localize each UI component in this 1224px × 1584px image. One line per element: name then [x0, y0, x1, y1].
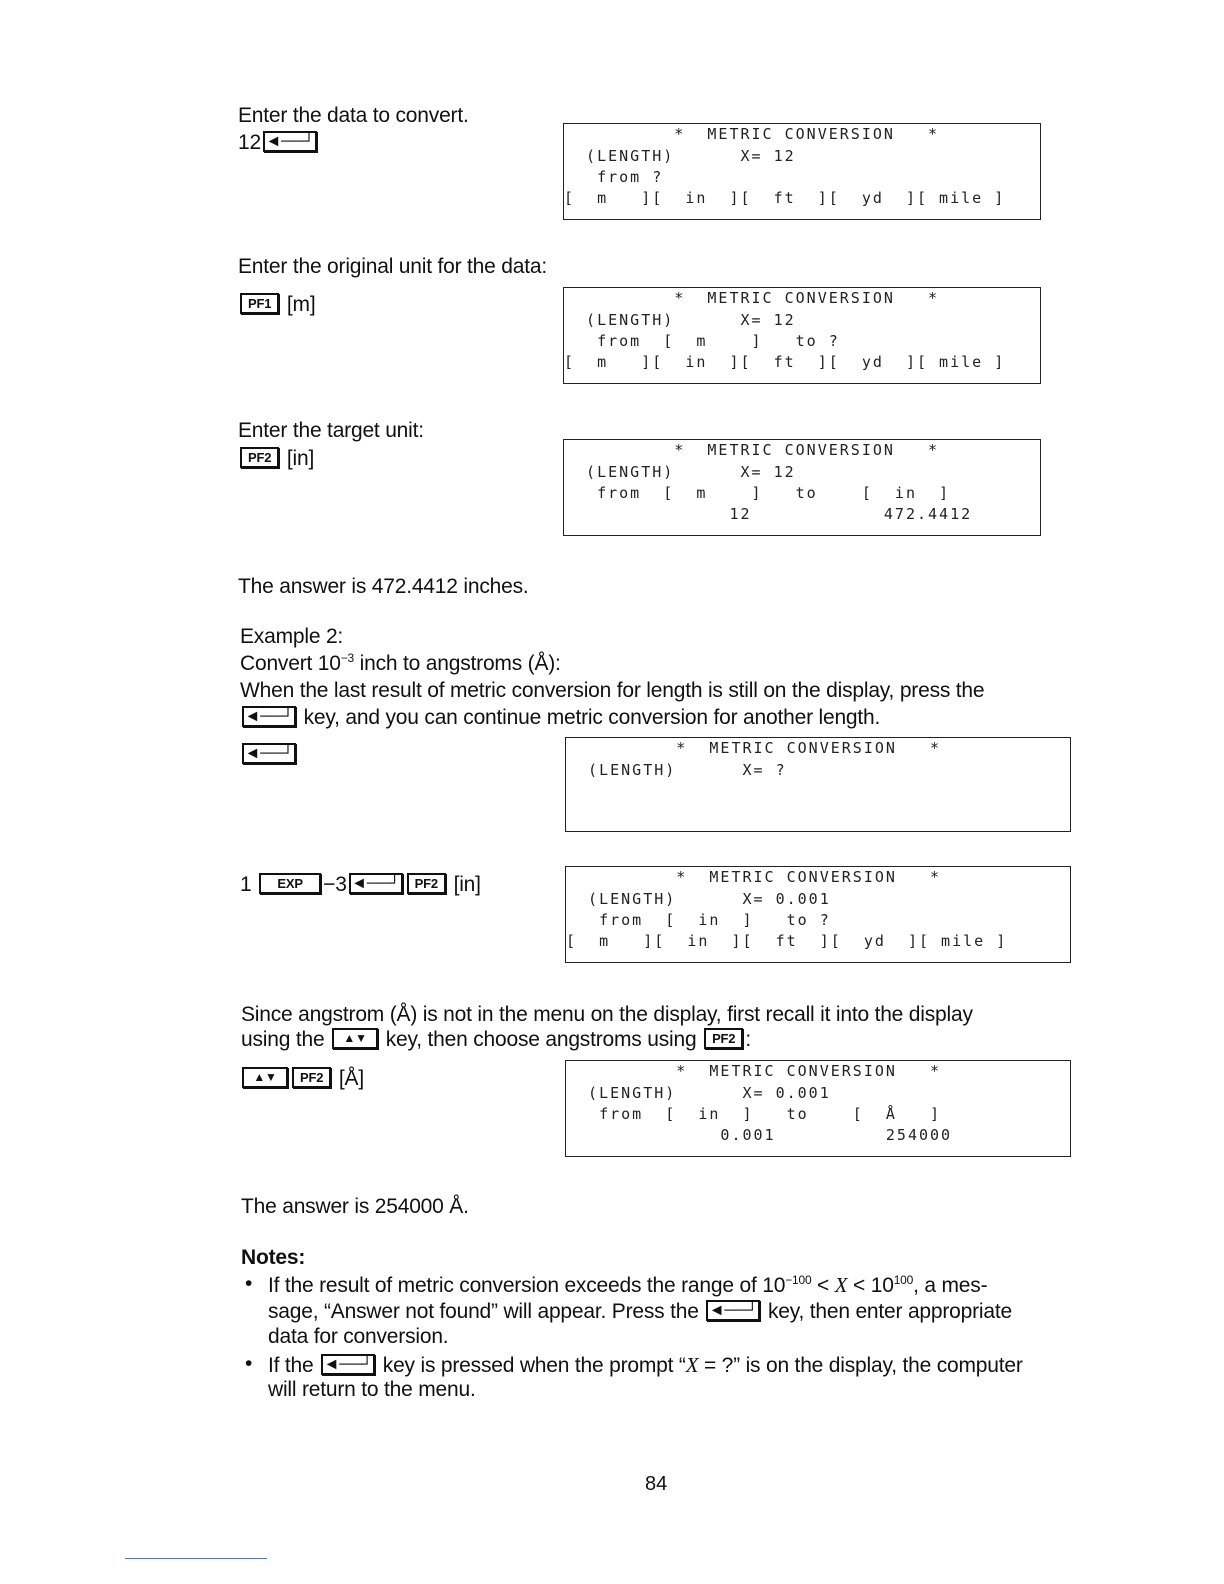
note1-line3: data for conversion. [268, 1325, 449, 1348]
step4-keys [240, 742, 298, 768]
enter-key[interactable]: ◄──┘ [242, 706, 296, 727]
example2-when-line1: When the last result of metric conversion for length is still on the display, press the [240, 679, 985, 702]
pf1-key[interactable]: PF1 [240, 293, 279, 314]
answer-2: The answer is 254000 Å. [241, 1195, 469, 1218]
lcd-line: 12 472.4412 [564, 505, 973, 523]
note2-line2: will return to the menu. [268, 1378, 476, 1401]
lcd-line: * METRIC CONVERSION * [564, 441, 940, 459]
lcd-line: (LENGTH) X= 12 [564, 311, 796, 329]
lcd-line: (LENGTH) X= 0.001 [566, 890, 831, 908]
lcd-line: 0.001 254000 [566, 1126, 953, 1144]
note-text: : [745, 1028, 751, 1051]
enter-key[interactable]: ◄──┘ [706, 1300, 760, 1321]
lcd-line: * METRIC CONVERSION * [564, 289, 940, 307]
enter-key[interactable]: ◄──┘ [349, 873, 403, 894]
angstrom-note-line2 [241, 1027, 751, 1053]
lcd-line: (LENGTH) X= 12 [564, 463, 796, 481]
lcd-screen-6 [565, 1060, 1071, 1157]
step3-keys [238, 446, 314, 472]
note1-line2 [268, 1299, 1012, 1325]
convert-suffix: inch to angstroms (Å): [354, 652, 561, 675]
pf2-key[interactable]: PF2 [240, 447, 279, 468]
note-text: using the [241, 1028, 331, 1051]
exponent: 100 [893, 1273, 914, 1287]
note-text: < [811, 1274, 835, 1297]
pf2-key[interactable]: PF2 [292, 1067, 331, 1088]
lcd-line: from [ m ] to [ in ] [564, 484, 951, 502]
lcd-line: from [ in ] to ? [566, 911, 831, 929]
note-text: key is pressed when the prompt “ [377, 1354, 686, 1377]
step5-keys [240, 872, 481, 898]
digit-1: 1 [240, 873, 252, 896]
bullet: • [245, 1272, 253, 1295]
lcd-line: (LENGTH) X= 12 [564, 147, 796, 165]
lcd-line: (LENGTH) X= ? [566, 761, 787, 779]
exponent: −100 [785, 1273, 812, 1287]
unit-angstrom-label: [Å] [338, 1067, 364, 1090]
note-text: If the [268, 1354, 320, 1377]
instruction-original-unit: Enter the original unit for the data: [238, 255, 547, 278]
bullet: • [245, 1352, 253, 1375]
enter-key[interactable]: ◄──┘ [242, 743, 296, 764]
note-text: , a mes- [913, 1274, 988, 1297]
lcd-screen-4 [565, 737, 1071, 832]
notes-title: Notes: [241, 1246, 306, 1269]
example2-title: Example 2: [240, 625, 344, 648]
updown-key[interactable]: ▲▼ [242, 1067, 288, 1088]
lcd-screen-5 [565, 866, 1071, 963]
step2-keys [238, 292, 315, 318]
when-text2: key, and you can continue metric conversion for another length. [298, 706, 881, 729]
lcd-screen-1 [563, 123, 1041, 220]
variable-x: X [834, 1273, 848, 1297]
note-text: < 10 [847, 1274, 894, 1297]
enter-key[interactable]: ◄──┘ [321, 1354, 375, 1375]
footer-rule [125, 1558, 267, 1559]
lcd-line: from ? [564, 168, 664, 186]
instruction-target-unit: Enter the target unit: [238, 419, 424, 442]
note-text: = ?” is on the display, the computer [698, 1354, 1023, 1377]
lcd-line: (LENGTH) X= 0.001 [566, 1084, 831, 1102]
lcd-line: [ m ][ in ][ ft ][ yd ][ mile ] [566, 932, 1008, 950]
convert-prefix: Convert 10 [240, 652, 341, 675]
variable-x: X [685, 1353, 699, 1377]
unit-in-label: [in] [286, 447, 315, 470]
lcd-line: [ m ][ in ][ ft ][ yd ][ mile ] [564, 353, 1006, 371]
lcd-line: from [ in ] to [ Å ] [566, 1105, 942, 1123]
exp-key[interactable]: EXP [259, 873, 321, 894]
example2-convert [240, 651, 561, 677]
unit-m-label: [m] [286, 293, 316, 316]
digits-minus-3: −3 [323, 873, 347, 896]
pf2-key[interactable]: PF2 [704, 1028, 743, 1049]
note1-line1 [268, 1272, 987, 1299]
note-text: key, then choose angstroms using [380, 1028, 703, 1051]
answer-1: The answer is 472.4412 inches. [238, 575, 529, 598]
example2-when-line2 [240, 705, 880, 731]
note-text: sage, “Answer not found” will appear. Press the [268, 1300, 705, 1323]
angstrom-note-line1: Since angstrom (Å) is not in the menu on the display, first recall it into the display [241, 1003, 973, 1026]
enter-key[interactable]: ◄──┘ [263, 131, 317, 152]
page-number: 84 [645, 1473, 668, 1495]
lcd-line: [ m ][ in ][ ft ][ yd ][ mile ] [564, 189, 1006, 207]
pf2-key[interactable]: PF2 [407, 873, 446, 894]
note2-line1 [268, 1352, 1023, 1379]
unit-in-label: [in] [453, 873, 481, 896]
lcd-line: * METRIC CONVERSION * [566, 739, 942, 757]
instruction-enter-data: Enter the data to convert. [238, 104, 469, 127]
note-text: key, then enter appropriate [762, 1300, 1012, 1323]
lcd-screen-3 [563, 439, 1041, 536]
lcd-line: from [ m ] to ? [564, 332, 840, 350]
updown-key[interactable]: ▲▼ [332, 1028, 378, 1049]
note-text: If the result of metric conversion exceeds the range of 10 [268, 1274, 786, 1297]
lcd-line: * METRIC CONVERSION * [566, 868, 942, 886]
lcd-screen-2 [563, 287, 1041, 384]
lcd-line: * METRIC CONVERSION * [566, 1062, 942, 1080]
step6-keys [240, 1066, 364, 1092]
convert-exponent: −3 [340, 651, 355, 665]
digits-12: 12 [238, 131, 261, 154]
step1-keys [238, 130, 319, 156]
lcd-line: * METRIC CONVERSION * [564, 125, 940, 143]
